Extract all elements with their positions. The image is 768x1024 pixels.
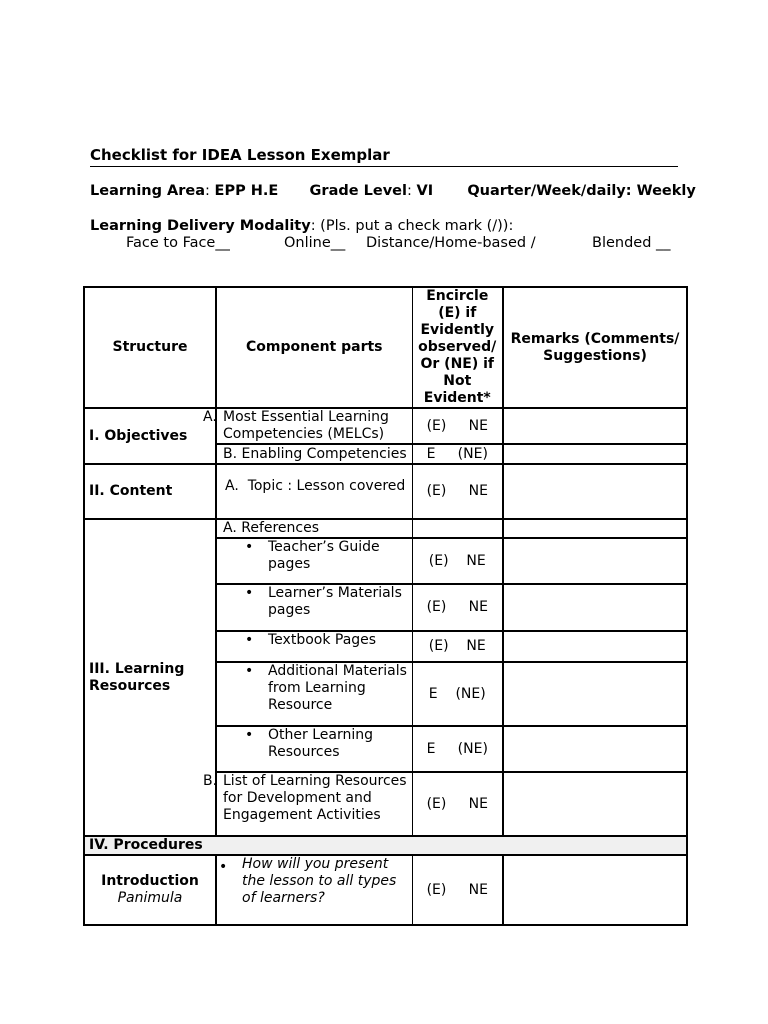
bullet-icon: • (245, 539, 254, 555)
learning-info-line: Learning Area: EPP H.E Grade Level: VI Quarter/Week/daily: Weekly (90, 183, 696, 199)
remarks-textbook[interactable] (503, 631, 687, 662)
remarks-learners-materials[interactable] (503, 584, 687, 631)
component-textbook (216, 631, 412, 662)
table-row (84, 464, 687, 519)
component-enabling: B. Enabling Competencies (216, 444, 412, 464)
component-topic-letter: A. (225, 478, 239, 494)
introduction-sublabel: Panimula (117, 890, 183, 906)
introduction-label: Introduction (101, 873, 199, 889)
component-additional-materials (216, 662, 412, 726)
remarks-references[interactable] (503, 519, 687, 538)
header-remarks: Remarks (Comments/ Suggestions) (503, 287, 687, 408)
remarks-additional-materials[interactable] (503, 662, 687, 726)
component-teachers-guide-text: Teacher’s Guide pages (268, 539, 380, 572)
bullet-icon: • (245, 585, 254, 601)
component-topic (216, 464, 412, 519)
grade-level-value: VI (416, 183, 434, 199)
component-learners-materials-text: Learner’s Materials pages (268, 585, 402, 618)
component-intro-question-text: How will you present the lesson to all types of learners? (242, 856, 397, 906)
component-melcs (203, 408, 412, 444)
component-references: A. References (216, 519, 412, 538)
modality-line (90, 218, 513, 234)
mark-textbook: (E) NE (412, 631, 503, 662)
procedures-row (84, 836, 687, 855)
section-content: II. Content (84, 464, 216, 519)
bullet-icon: • (219, 859, 228, 875)
bullet-icon: • (245, 727, 254, 743)
component-list-resources-letter: B. (203, 773, 218, 789)
component-learners-materials (216, 584, 412, 631)
component-other-resources-text: Other Learning Resources (268, 727, 373, 760)
component-intro-question (216, 855, 412, 925)
table-row (84, 408, 687, 444)
modality-instruction: : (Pls. put a check mark (/)): (310, 218, 514, 234)
section-introduction (84, 855, 216, 925)
table-row (84, 855, 687, 925)
modality-option-face-to-face: Face to Face__ (126, 235, 230, 251)
component-additional-materials-text: Additional Materials from Learning Resource (268, 663, 407, 713)
mark-melcs: (E) NE (412, 408, 503, 444)
mark-teachers-guide: (E) NE (412, 538, 503, 584)
bullet-icon: • (245, 663, 254, 679)
learning-area-value: EPP H.E (214, 183, 279, 199)
mark-enabling: E (NE) (412, 444, 503, 464)
mark-list-resources: (E) NE (412, 772, 503, 836)
header-row (84, 287, 687, 408)
modality-option-blended: Blended __ (592, 235, 671, 251)
mark-references (412, 519, 503, 538)
table-row (84, 519, 687, 538)
mark-learners-materials: (E) NE (412, 584, 503, 631)
component-melcs-text: Most Essential Learning Competencies (MELCs) (223, 409, 389, 442)
component-other-resources (216, 726, 412, 772)
component-list-resources (203, 772, 412, 836)
grade-level-label: Grade Level (309, 183, 407, 199)
remarks-topic[interactable] (503, 464, 687, 519)
component-melcs-letter: A. (203, 409, 217, 425)
remarks-intro[interactable] (503, 855, 687, 925)
header-component-parts: Component parts (216, 287, 412, 408)
bullet-icon: • (245, 632, 254, 648)
remarks-enabling[interactable] (503, 444, 687, 464)
modality-option-distance: Distance/Home-based / (366, 235, 536, 251)
remarks-teachers-guide[interactable] (503, 538, 687, 584)
header-encircle: Encircle (E) if Evidently observed/ Or (NE) if Not Evident* (412, 287, 503, 408)
remarks-list-resources[interactable] (503, 772, 687, 836)
document-title: Checklist for IDEA Lesson Exemplar (90, 146, 678, 167)
remarks-melcs[interactable] (503, 408, 687, 444)
modality-label: Learning Delivery Modality (90, 218, 311, 234)
mark-additional-materials: E (NE) (412, 662, 503, 726)
component-topic-text: Topic : Lesson covered (247, 478, 406, 494)
section-procedures: IV. Procedures (84, 836, 687, 855)
learning-area-label: Learning Area (90, 183, 206, 199)
remarks-other-resources[interactable] (503, 726, 687, 772)
mark-other-resources: E (NE) (412, 726, 503, 772)
component-textbook-text: Textbook Pages (268, 632, 377, 648)
component-teachers-guide (216, 538, 412, 584)
header-structure: Structure (84, 287, 216, 408)
section-learning-resources: III. Learning Resources (84, 519, 216, 836)
component-list-resources-text: List of Learning Resources for Development and Engagement Activities (223, 773, 407, 823)
mark-intro: (E) NE (412, 855, 503, 925)
mark-topic: (E) NE (412, 464, 503, 519)
section-objectives: I. Objectives (84, 408, 216, 464)
checklist-table (83, 286, 688, 926)
quarter-label: Quarter/Week/daily: Weekly (467, 183, 696, 199)
modality-option-online: Online__ (284, 235, 346, 251)
